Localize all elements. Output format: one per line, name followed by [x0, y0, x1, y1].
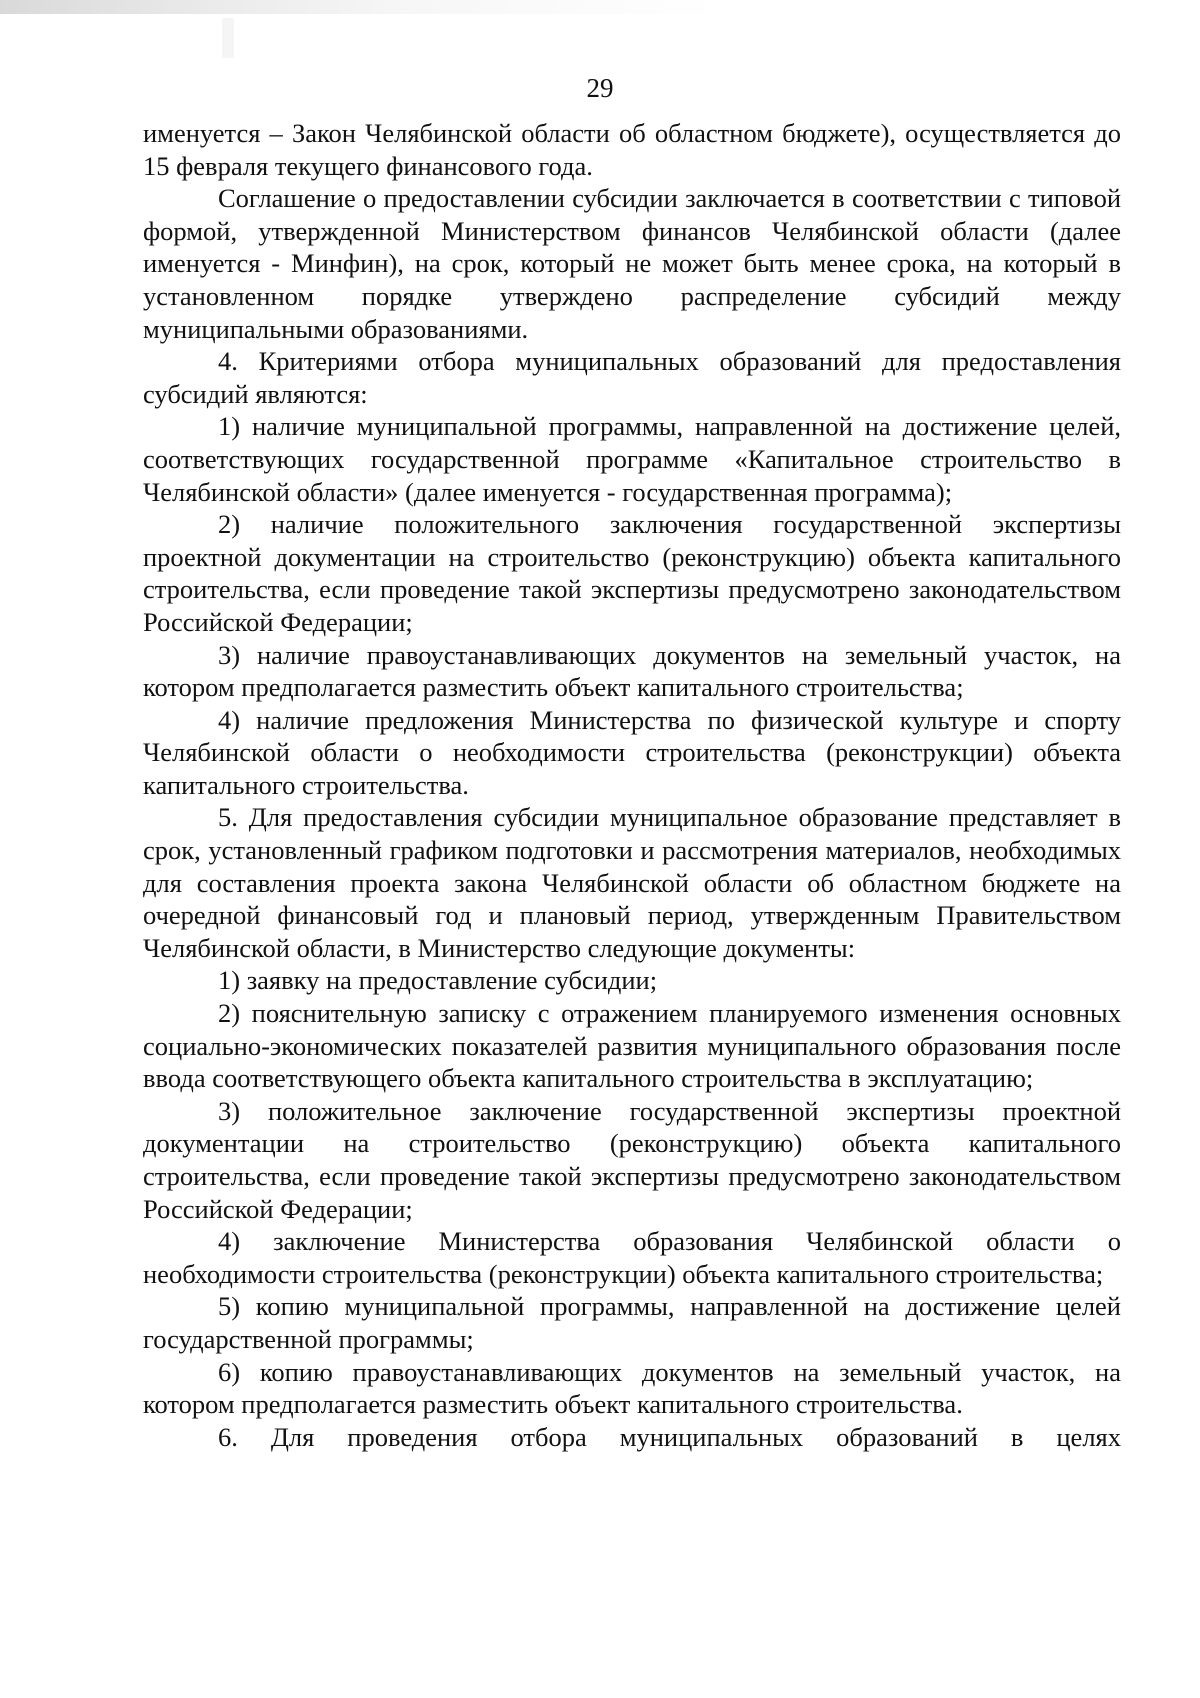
document-item-3: 3) положительное заключение государственной экспертизы проектной документации на строительство (реконструкцию) объекта капитального строительства, если проведение такой экспертизы предусмотрено законодательством Российской Федерации; — [143, 1095, 1121, 1224]
page-number: 29 — [586, 73, 614, 103]
document-item-4: 4) заключение Министерства образования Челябинской области о необходимости строительства (реконструкции) объекта капитального строительства; — [143, 1226, 1121, 1289]
paragraph-required-documents: 5. Для предоставления субсидии муниципальное образование представляет в срок, установленный графиком подготовки и рассмотрения материалов, необходимых для составления проекта закона Челябинской области об областном бюджете на очередной финансовый год и плановый период, утвержденным Правительством Челябинской области, в Министерство следующие документы: — [143, 802, 1121, 963]
scan-speck-artifact — [222, 18, 234, 58]
criterion-item-3: 3) наличие правоустанавливающих документов на земельный участок, на котором предполагается разместить объект капитального строительства; — [143, 639, 1121, 703]
criterion-item-4: 4) наличие предложения Министерства по физической культуре и спорту Челябинской области о необходимости строительства (реконструкции) объекта капитального строительства. — [143, 704, 1121, 800]
paragraph-selection-procedure: 6. Для проведения отбора муниципальных образований в целях — [218, 1421, 1121, 1452]
document-item-2: 2) пояснительную записку с отражением планируемого изменения основных социально-экономических показателей развития муниципального образования после ввода соответствующего объекта капитального строительства в эксплуатацию; — [143, 998, 1121, 1094]
document-body — [143, 117, 1121, 1453]
document-item-5: 5) копию муниципальной программы, направленной на достижение целей государственной программы; — [143, 1291, 1121, 1354]
criterion-item-1: 1) наличие муниципальной программы, направленной на достижение целей, соответствующих государственной программе «Капитальное строительство в Челябинской области» (далее именуется - государственная программа); — [143, 411, 1121, 507]
paragraph-subsidy-agreement: Соглашение о предоставлении субсидии заключается в соответствии с типовой формой, утвержденной Министерством финансов Челябинской области (далее именуется - Минфин), на срок, который не может быть менее срока, на который в установленном порядке утверждено распределение субсидий между муниципальными образованиями. — [143, 183, 1121, 344]
document-item-1: 1) заявку на предоставление субсидии; — [218, 965, 658, 996]
paragraph-budget-law-continuation: именуется – Закон Челябинской области об областном бюджете), осуществляется до 15 февраля текущего финансового года. — [143, 118, 1121, 181]
criterion-item-2: 2) наличие положительного заключения государственной экспертизы проектной документации на строительство (реконструкцию) объекта капитального строительства, если проведение такой экспертизы предусмотрено законодательством Российской Федерации; — [143, 509, 1121, 637]
scan-edge-artifact — [0, 0, 900, 14]
paragraph-selection-criteria: 4. Критериями отбора муниципальных образований для предоставления субсидий являются: — [143, 346, 1121, 409]
document-item-6: 6) копию правоустанавливающих документов на земельный участок, на котором предполагается разместить объект капитального строительства. — [143, 1356, 1121, 1420]
